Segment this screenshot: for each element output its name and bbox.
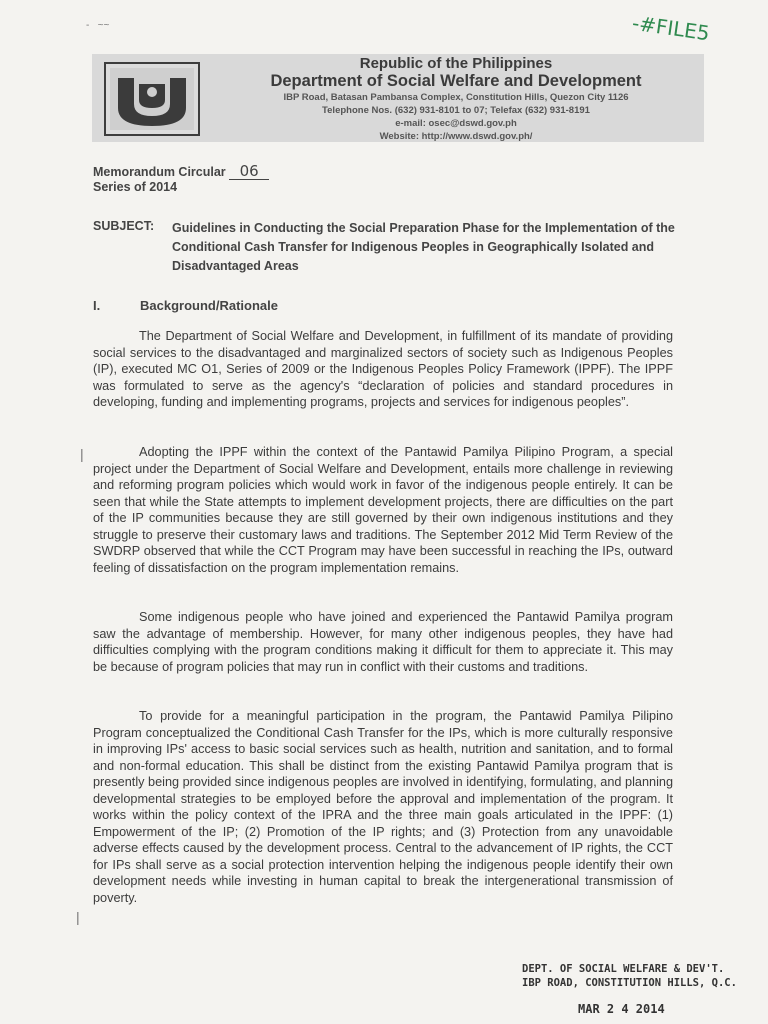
- subject-label: SUBJECT:: [93, 219, 155, 233]
- received-stamp: [522, 962, 737, 990]
- margin-mark: |: [76, 909, 80, 925]
- memo-number: 06: [229, 164, 269, 180]
- letterhead-telephone: Telephone Nos. (632) 931-8101 to 07; Telefax (632) 931-8191: [322, 105, 590, 116]
- margin-mark: |: [80, 446, 84, 462]
- letterhead-department: Department of Social Welfare and Development: [270, 72, 642, 90]
- section-title: Background/Rationale: [140, 298, 278, 313]
- scan-mark: - ~~: [86, 20, 110, 31]
- letterhead-email: e-mail: osec@dswd.gov.ph: [395, 118, 517, 129]
- section-number: I.: [93, 298, 101, 313]
- dswd-logo: [104, 62, 200, 136]
- paragraph-1: The Department of Social Welfare and Development, in fulfillment of its mandate of providing social services to the disadvantaged and marginalized sectors of society such as Indigenous Peoples (IP), executed MC O1, Series of 2009 or the Indigenous Peoples Policy Framework (IPPF). The IPPF was formulated to serve as the agency's “declaration of policies and standard procedures in developing, funding and implementing programs, projects and services for indigenous peoples”.: [93, 329, 673, 409]
- subject-text: Guidelines in Conducting the Social Preparation Phase for the Implementation of the Conditional Cash Transfer for Indigenous Peoples in Geographically Isolated and Disadvantaged Areas: [172, 221, 675, 273]
- handwritten-file-annotation: -#FILE5: [630, 10, 712, 46]
- letterhead-republic: Republic of the Philippines: [359, 55, 553, 72]
- memo-series: Series of 2014: [93, 180, 178, 194]
- letterhead-website: Website: http://www.dswd.gov.ph/: [379, 131, 533, 142]
- memo-header: [93, 164, 269, 195]
- letterhead-address: IBP Road, Batasan Pambansa Complex, Constitution Hills, Quezon City 1126: [283, 92, 629, 103]
- date-stamp: MAR 2 4 2014: [578, 1002, 665, 1016]
- paragraph-4: To provide for a meaningful participation in the program, the Pantawid Pamilya Pilipino Program conceptualized the Conditional Cash Transfer for the IPs, which is more culturally responsive in improving IPs' access to basic social services such as health, nutrition and sanitation, and to formal and non-formal education. This shall be distinct from the existing Pantawid Pamilya program that is presently being provided since indigenous peoples are involved in identifying, formulating, and planning developmental strategies to be employed before the approval and implementation of the program. It works within the policy context of the IPRA and the three main goals articulated in the IPPF: (1) Empowerment of the IP; (2) Promotion of the IP rights; and (3) Protection from any unavoidable adverse effects caused by the development process. Central to the advancement of IP rights, the CCT for IPs shall serve as a social protection intervention helping the indigenous people identify their own development needs while investing in human capital to break the intergenerational transmission of poverty.: [93, 709, 673, 905]
- paragraph-2: Adopting the IPPF within the context of the Pantawid Pamilya Pilipino Program, a special project under the Department of Social Welfare and Development, entails more challenge in reviewing and reforming program policies which would work in favor of the indigenous people entirely. It can be seen that while the State attempts to implement development projects, there are difficulties on the part of the IP communities because they are still governed by their own indigenous institutions and they struggle to preserve their customary laws and traditions. The September 2012 Mid Term Review of the SWDRP observed that while the CCT Program may have been successful in reaching the IPs, outward feeling of dissatisfaction on the program implementation remains.: [93, 445, 673, 575]
- memo-label: Memorandum Circular: [93, 165, 226, 179]
- letterhead-text: [210, 55, 702, 143]
- stamp-line-2: IBP ROAD, CONSTITUTION HILLS, Q.C.: [522, 977, 737, 989]
- paragraph-3: Some indigenous people who have joined and experienced the Pantawid Pamilya program saw the advantage of membership. However, for many other indigenous peoples, they have had difficulties complying with the program conditions making it difficult for them to appreciate it. This may be because of program policies that may run in conflict with their customs and traditions.: [93, 610, 673, 674]
- stamp-line-1: DEPT. OF SOCIAL WELFARE & DEV'T.: [522, 963, 725, 975]
